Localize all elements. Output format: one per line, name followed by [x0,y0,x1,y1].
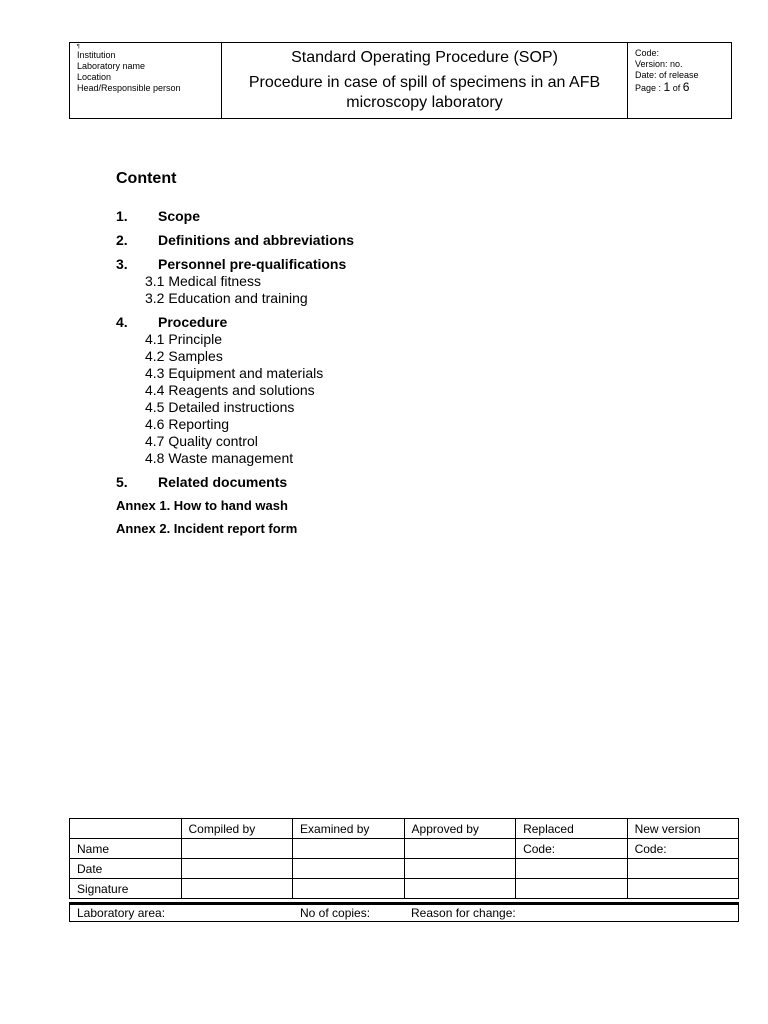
page-total: 6 [682,80,690,94]
header-institution-block [70,43,222,118]
approval-cell [293,839,405,859]
version-label: Version: no. [635,59,683,69]
institution-label: Institution [77,50,116,60]
page-label: Page : [635,83,662,93]
toc-subsection: 4.8 Waste management [145,450,294,466]
document-header [69,42,732,119]
toc-subsection: 4.4 Reagents and solutions [145,382,315,398]
approval-row [70,879,739,899]
approval-cell [404,879,516,899]
of-label: of [672,83,681,93]
approval-cell: Code: [627,839,738,859]
approval-row [70,839,739,859]
toc-subsection: 3.2 Education and training [145,290,308,306]
release-label: Date: of release [635,70,699,80]
approval-cell [181,879,293,899]
approval-cell [404,839,516,859]
toc-section-title: Definitions and abbreviations [158,232,355,248]
toc-section-number: 4. [116,314,128,330]
toc-section-number: 3. [116,256,128,272]
toc-subsection: 4.5 Detailed instructions [145,399,295,415]
approval-cell [293,859,405,879]
lab-name-label: Laboratory name [77,61,146,71]
toc-annex: Annex 2. Incident report form [116,521,298,536]
approval-table [69,818,739,899]
toc-subsection: 4.1 Principle [145,331,223,347]
head-label: Head/Responsible person [77,83,181,93]
toc-annex: Annex 1. How to hand wash [116,498,288,513]
approval-column-header: New version [627,819,738,839]
procedure-title: Procedure in case of spill of specimens in an AFB microscopy laboratory [248,74,601,111]
approval-column-header: Compiled by [181,819,293,839]
approval-column-header [70,819,182,839]
toc-section [116,232,616,249]
toc-section [116,314,616,331]
approval-cell [181,859,293,879]
footer-info-row [69,902,739,922]
approval-cell: Code: [516,839,628,859]
table-of-contents [116,208,616,537]
toc-section-number: 5. [116,474,128,490]
approval-row-label: Name [70,839,182,859]
toc-subsection: 3.1 Medical fitness [145,273,261,289]
paragraph-marker: ¶ [77,44,80,50]
page-number: 1 [663,80,671,94]
approval-column-header: Approved by [404,819,516,839]
approval-column-header: Examined by [293,819,405,839]
toc-subsection: 4.6 Reporting [145,416,230,432]
approval-cell [627,859,738,879]
header-meta-block [628,43,731,118]
approval-row [70,859,739,879]
toc-section-title: Scope [158,208,201,224]
content-heading: Content [116,170,177,187]
header-title-block [222,43,628,118]
toc-subsection: 4.2 Samples [145,348,223,364]
toc-section-title: Procedure [158,314,228,330]
approval-cell [293,879,405,899]
approval-row-label: Date [70,859,182,879]
sop-title: Standard Operating Procedure (SOP) [291,49,558,66]
approval-cell [516,879,628,899]
toc-section-title: Related documents [158,474,288,490]
copies-label: No of copies: [300,906,371,920]
approval-cell [627,879,738,899]
approval-column-header: Replaced [516,819,628,839]
toc-section [116,208,616,225]
location-label: Location [77,72,112,82]
approval-header-row [70,819,739,839]
approval-cell [516,859,628,879]
toc-section-title: Personnel pre-qualifications [158,256,347,272]
page-indicator [635,82,731,94]
reason-label: Reason for change: [411,906,516,920]
toc-section-number: 2. [116,232,128,248]
lab-area-label: Laboratory area: [77,906,166,920]
toc-section-number: 1. [116,208,128,224]
approval-row-label: Signature [70,879,182,899]
approval-cell [181,839,293,859]
toc-section [116,474,616,491]
code-label: Code: [635,48,660,58]
approval-cell [404,859,516,879]
toc-section [116,256,616,273]
toc-subsection: 4.3 Equipment and materials [145,365,324,381]
toc-subsection: 4.7 Quality control [145,433,258,449]
